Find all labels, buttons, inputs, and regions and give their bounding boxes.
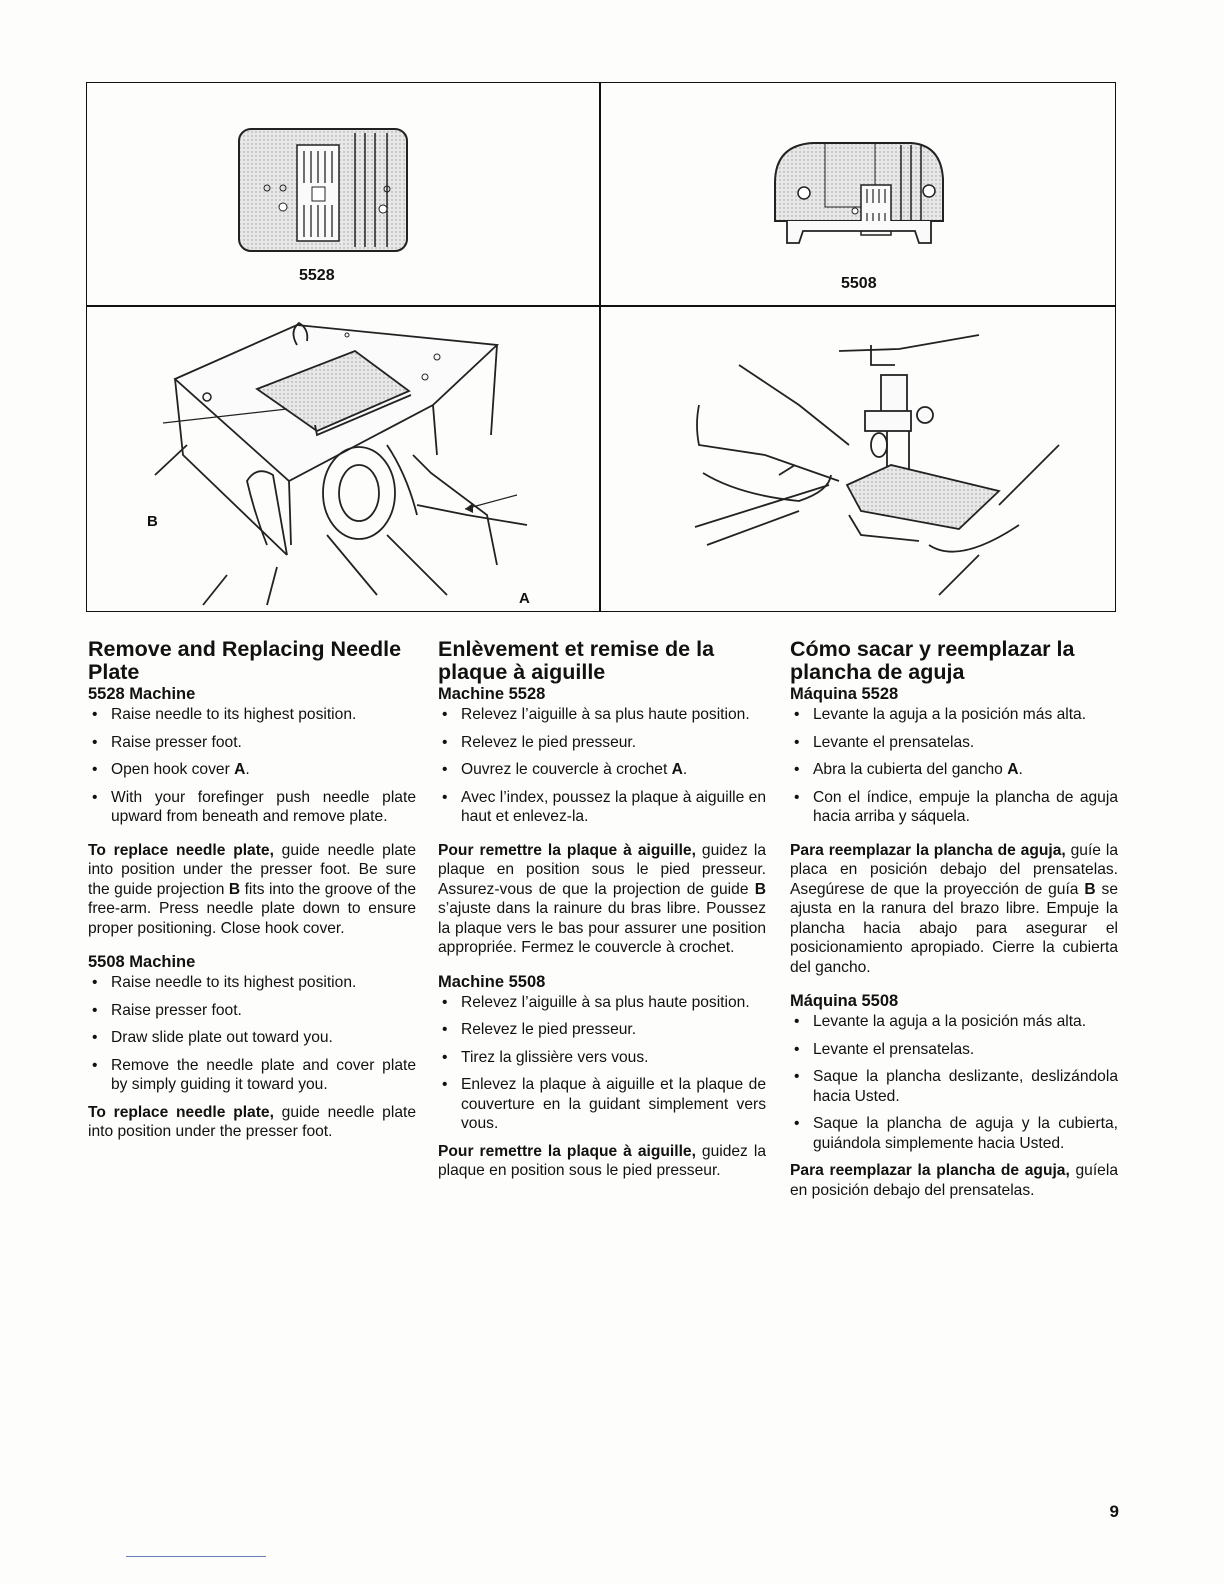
list-item: • Relevez l’aiguille à sa plus haute position. [438,993,766,1013]
column-spanish [790,638,1118,1200]
list-item: • Remove the needle plate and cover plate by simply guiding it toward you. [88,1056,416,1095]
steps-spanish-5528 [790,705,1118,827]
figure-5508-removal [599,305,1117,613]
needle-plate-5508-drawing [599,83,1117,305]
subheading-english-5508: 5508 Machine [88,953,196,971]
figure-label-5508: 5508 [841,275,877,292]
list-item: • Raise needle to its highest position. [88,705,416,725]
subheading-english-5528: 5528 Machine [88,685,196,703]
replace2-paragraph-english: To replace needle plate, guide needle plate into position under the presser foot. [88,1103,416,1140]
list-item: • Con el índice, empuje la plancha de aguja hacia arriba y sáquela. [790,788,1118,827]
replace-paragraph-spanish: Para reemplazar la plancha de aguja, guíe la placa en posición debajo del prensatelas. Asegúrese de que la proyección de guía B se ajusta en la ranura del brazo libre. Empuje la plancha hacia abajo para asegurar el posicionamiento apropiado. Cierre la cubierta del gancho. [790,841,1118,976]
list-item: • Levante la aguja a la posición más alta. [790,1012,1118,1032]
callout-a-label: A [519,590,530,607]
subheading-spanish-5508: Máquina 5508 [790,992,899,1010]
subheading-french-5528: Machine 5528 [438,685,546,703]
list-item: • Enlevez la plaque à aiguille et la plaque de couverture en la guidant simplement vers vous. [438,1075,766,1134]
list-item: • Abra la cubierta del gancho A. [790,760,1118,780]
figure-5528-removal [87,305,599,613]
figure-label-5528: 5528 [299,267,335,284]
steps-french-5508 [438,993,766,1134]
list-item: • Raise presser foot. [88,1001,416,1021]
footer-rule [126,1556,266,1557]
steps-spanish-5508 [790,1012,1118,1153]
title-french: Enlèvement et remise de la plaque à aiguille [438,637,715,684]
callout-b-label: B [147,513,158,530]
figure-5508-plate [599,83,1117,305]
list-item: • Levante el prensatelas. [790,1040,1118,1060]
list-item: • Saque la plancha de aguja y la cubierta, guiándola simplemente hacia Usted. [790,1114,1118,1153]
subheading-french-5508: Machine 5508 [438,972,546,991]
list-item: • Raise presser foot. [88,733,416,753]
list-item: • Relevez le pied presseur. [438,733,766,753]
steps-english-5508 [88,973,416,1095]
page-number: 9 [1109,1502,1119,1521]
replace2-paragraph-french: Pour remettre la plaque à aiguille, guidez la plaque en position sous le pied presseur. [438,1142,766,1179]
removal-5508-drawing [599,305,1117,613]
column-french [438,638,766,1181]
list-item: • Levante la aguja a la posición más alta. [790,705,1118,725]
list-item: • With your forefinger push needle plate upward from beneath and remove plate. [88,788,416,827]
list-item: • Draw slide plate out toward you. [88,1028,416,1048]
steps-french-5528 [438,705,766,827]
list-item: • Relevez l’aiguille à sa plus haute position. [438,705,766,725]
figure-grid [86,82,1116,612]
title-english: Remove and Replacing Needle Plate [88,637,402,684]
list-item: • Tirez la glissière vers vous. [438,1048,766,1068]
list-item: • Saque la plancha deslizante, deslizándola hacia Usted. [790,1067,1118,1106]
list-item: • Open hook cover A. [88,760,416,780]
list-item: • Avec l’index, poussez la plaque à aiguille en haut et enlevez-la. [438,788,766,827]
list-item: • Ouvrez le couvercle à crochet A. [438,760,766,780]
removal-5528-drawing [87,305,599,613]
list-item: • Levante el prensatelas. [790,733,1118,753]
figure-5528-plate [87,83,599,305]
list-item: • Raise needle to its highest position. [88,973,416,993]
subheading-spanish-5528: Máquina 5528 [790,685,899,703]
replace-paragraph-english: To replace needle plate, guide needle plate into position under the presser foot. Be sure the guide projection B fits into the groove of the free-arm. Press needle plate down to ensure proper positioning. Close hook cover. [88,841,416,937]
replace-paragraph-french: Pour remettre la plaque à aiguille, guidez la plaque en position sous le pied presseur. Assurez-vous de que la projection de guide B s’ajuste dans la rainure du bras libre. Poussez la plaque vers le bas pour assurer une position appropriée. Fermez le couvercle à crochet. [438,841,766,956]
list-item: • Relevez le pied presseur. [438,1020,766,1040]
needle-plate-5528-drawing [87,83,599,305]
title-spanish: Cómo sacar y reemplazar la plancha de aguja [790,637,1075,684]
steps-english-5528 [88,705,416,827]
column-english [88,638,416,1142]
replace2-paragraph-spanish: Para reemplazar la plancha de aguja, guíela en posición debajo del prensatelas. [790,1162,1118,1199]
